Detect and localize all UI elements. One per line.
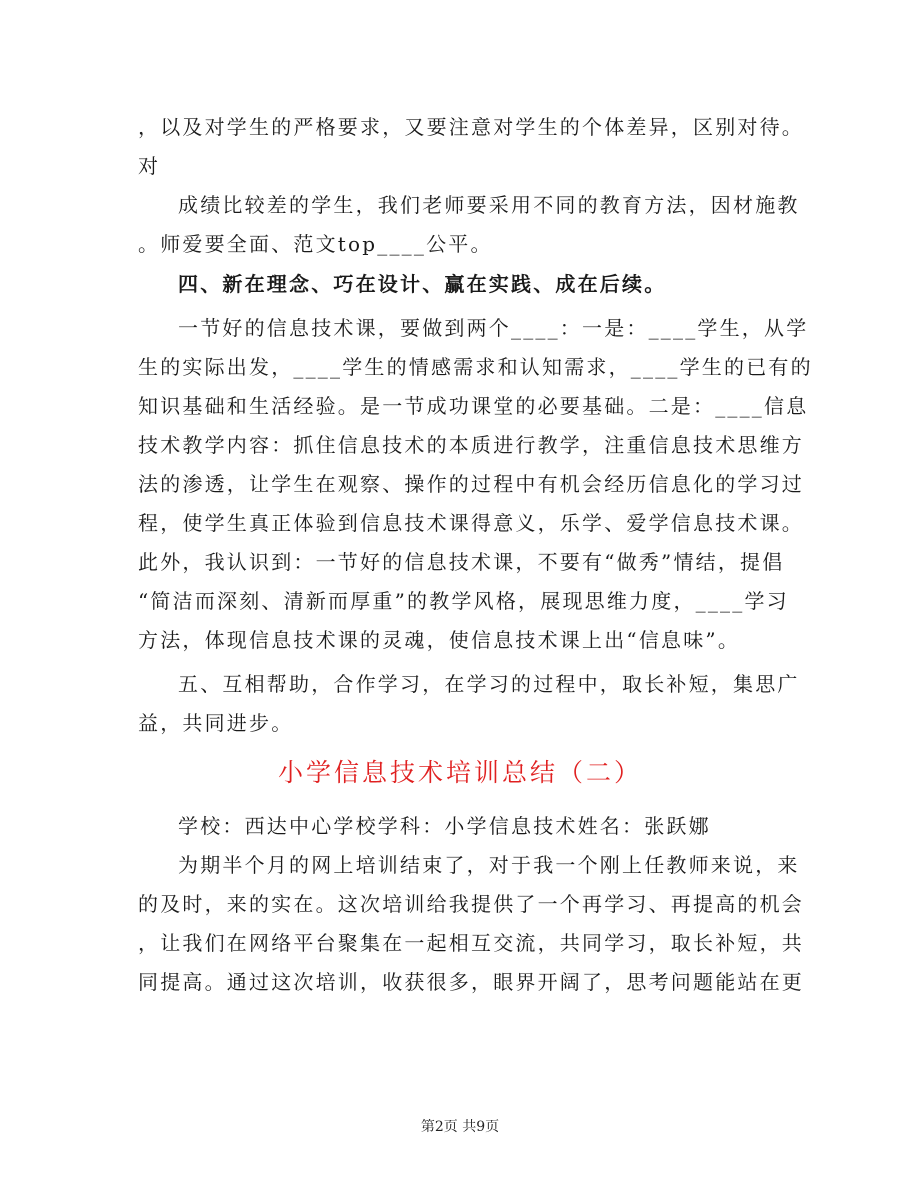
text-line: 。师爱要全面、范文top____公平。 [138, 232, 493, 256]
page-footer: 第2页 共9页 [420, 1119, 500, 1135]
text-line: ，让我们在网络平台聚集在一起相互交流，共同学习，取长补短，共 [138, 931, 804, 955]
text-line: 方法，体现信息技术课的灵魂，使信息技术课上出“信息味”。 [138, 628, 741, 652]
section-title: 小学信息技术培训总结（二） [277, 758, 642, 787]
text-line: 学校：西达中心学校学科：小学信息技术姓名：张跃娜 [178, 814, 711, 838]
text-line: 一节好的信息技术课，要做到两个____：一是：____学生，从学 [178, 316, 809, 340]
text-line: 技术教学内容：抓住信息技术的本质进行教学，注重信息技术思维方 [138, 433, 804, 457]
text-line: 成绩比较差的学生，我们老师要采用不同的教育方法，因材施教 [178, 193, 800, 217]
text-line: 程，使学生真正体验到信息技术课得意义，乐学、爱学信息技术课。 [138, 511, 804, 535]
text-line: 的及时，来的实在。这次培训给我提供了一个再学习、再提高的机会 [138, 892, 804, 916]
text-line: 五、互相帮助，合作学习，在学习的过程中，取长补短，集思广 [178, 672, 800, 696]
text-line: 益，共同进步。 [138, 711, 294, 735]
text-line: 法的渗透，让学生在观察、操作的过程中有机会经历信息化的学习过 [138, 472, 804, 496]
text-line: 生的实际出发，____学生的情感需求和认知需求，____学生的已有的 [138, 355, 813, 379]
section-heading: 四、新在理念、巧在设计、赢在实践、成在后续。 [178, 272, 667, 296]
text-line: 对 [138, 154, 161, 178]
text-line: 同提高。通过这次培训，收获很多，眼界开阔了，思考问题能站在更 [138, 970, 804, 994]
text-line: 此外，我认识到：一节好的信息技术课，不要有“做秀”情结，提倡 [138, 550, 785, 574]
text-line: ，以及对学生的严格要求，又要注意对学生的个体差异，区别对待。 [138, 115, 804, 139]
text-line: “简洁而深刻、清新而厚重”的教学风格，展现思维力度，____学习 [138, 589, 789, 613]
text-line: 知识基础和生活经验。是一节成功课堂的必要基础。二是：____信息 [138, 394, 809, 418]
text-line: 为期半个月的网上培训结束了，对于我一个刚上任教师来说，来 [178, 853, 800, 877]
